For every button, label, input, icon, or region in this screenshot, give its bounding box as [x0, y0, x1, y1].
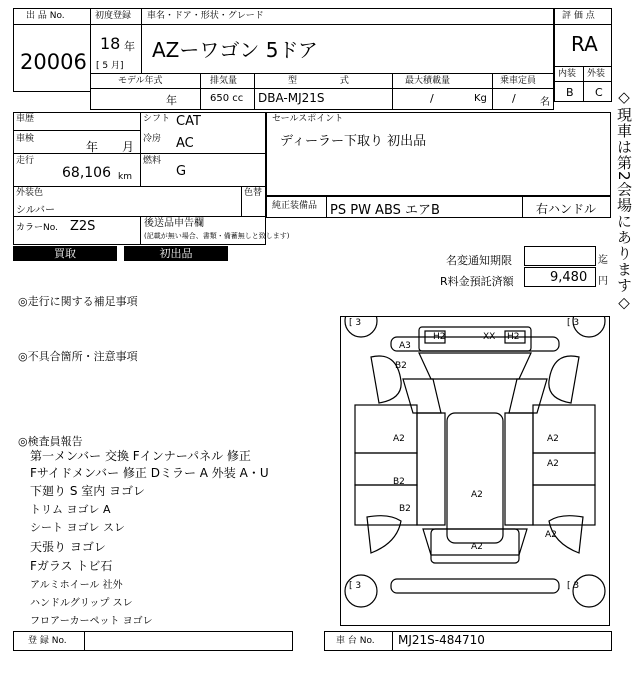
registration-number-label: 登 録 No. — [28, 636, 67, 646]
type-label: 型 式 — [288, 76, 349, 86]
capacity-label: 乗車定員 — [500, 76, 537, 86]
first-registration-label: 初度登録 — [95, 11, 132, 21]
report-line: トリム ヨゴレ A — [30, 503, 111, 516]
fuel-label: 燃料 — [143, 156, 162, 166]
equipment-value: PS PW ABS エアB — [330, 203, 440, 218]
displacement: 650 cc — [210, 93, 244, 104]
report-line: シート ヨゴレ スレ — [30, 521, 125, 534]
car-diagram-svg — [341, 317, 609, 625]
damage-mark: A2 — [471, 490, 483, 500]
tire-tread-tl: [ 3 — [349, 318, 362, 328]
first-listing-badge: 初出品 — [124, 246, 228, 261]
report-line: ハンドルグリップ スレ — [30, 598, 133, 609]
color-no: Z2S — [70, 219, 96, 234]
name-change-label: 名変通知期限 — [446, 254, 512, 267]
car-name-label: 車名・ドア・形状・グレード — [147, 11, 264, 21]
front-bumper — [391, 337, 559, 351]
damage-mark: B2 — [395, 361, 407, 371]
rear-bumper — [391, 579, 559, 593]
report-line: アルミホイール 社外 — [30, 580, 123, 591]
type-code: DBA-MJ21S — [258, 91, 325, 105]
aftermarket-label: 後送品申告欄 — [144, 218, 204, 229]
roof — [447, 413, 503, 543]
report-line: Fサイドメンバー 修正 Dミラー A 外装 A・U — [30, 466, 269, 480]
fuel-value: G — [176, 164, 187, 179]
side-notice: ◇現車は第2会場にあります◇ — [615, 88, 633, 313]
exterior-color-label: 外装色 — [16, 188, 44, 198]
mileage-unit: km — [118, 172, 132, 182]
mileage-label: 走行 — [16, 156, 35, 166]
max-load-label: 最大積載量 — [405, 76, 451, 86]
interior-label: 内装 — [558, 69, 577, 79]
damage-mark: B2 — [393, 477, 405, 487]
aftermarket-note: (記載が無い場合、書類・備蓄無しと致します) — [144, 232, 290, 240]
repaint-label: 色替 — [244, 188, 263, 198]
color-no-label: カラーNo. — [16, 223, 58, 233]
driving-remarks-label: ◎走行に関する補足事項 — [18, 295, 138, 308]
damage-mark: XX — [483, 332, 496, 342]
damage-mark: A2 — [393, 434, 405, 444]
inspection-label: 車検 — [16, 134, 35, 144]
recycle-unit: 円 — [598, 276, 608, 287]
report-line: フロアーカーペット ヨゴレ — [30, 616, 153, 627]
chassis-number-label: 車 台 No. — [336, 636, 375, 646]
tire-tread-tr: [ 3 — [567, 318, 580, 328]
defects-label: ◎不具合箇所・注意事項 — [18, 350, 138, 363]
name-change-unit: 迄 — [598, 255, 608, 266]
chassis-number: MJ21S-484710 — [398, 633, 485, 647]
damage-mark: A2 — [547, 434, 559, 444]
damage-mark: A2 — [545, 530, 557, 540]
recycle-label: R料金預託済額 — [440, 275, 514, 288]
damage-mark: A2 — [547, 459, 559, 469]
exterior-color: シルバー — [16, 205, 56, 216]
inspection-month: 月 — [122, 140, 135, 154]
inspection-year: 年 — [86, 140, 99, 154]
report-line: 第一メンバー 交換 Fインナーパネル 修正 — [30, 449, 251, 463]
equipment-label: 純正装備品 — [272, 201, 318, 211]
damage-mark: B2 — [399, 504, 411, 514]
exterior-grade: C — [595, 86, 603, 99]
shift-value: CAT — [176, 114, 201, 129]
report-line: Fガラス トビ石 — [30, 559, 113, 573]
ac-label: 冷房 — [143, 134, 162, 144]
history-label: 車歴 — [16, 114, 35, 124]
capacity-unit: 名 — [540, 97, 550, 108]
damage-mark: A3 — [399, 341, 411, 351]
left-body — [355, 405, 417, 453]
year-unit: 年 — [124, 40, 135, 53]
buy-badge: 買取 — [13, 246, 117, 261]
ac-value: AC — [176, 136, 194, 151]
right-body — [533, 405, 595, 453]
damage-mark: H2 — [507, 332, 520, 342]
capacity: / — [512, 92, 516, 105]
grade-label: 評 価 点 — [562, 11, 595, 21]
recycle-value: 9,480 — [550, 270, 588, 285]
damage-mark: A2 — [471, 542, 483, 552]
max-load-unit: Kg — [474, 93, 487, 104]
displacement-label: 排気量 — [210, 76, 238, 86]
tire-tread-bl: [ 3 — [349, 581, 362, 591]
report-line: 下廻り S 室内 ヨゴレ — [30, 484, 146, 498]
tire-tread-br: [ 3 — [567, 581, 580, 591]
damage-mark: H2 — [433, 332, 446, 342]
mileage-value: 68,106 — [62, 165, 111, 181]
lot-number-label: 出 品 No. — [26, 11, 65, 21]
report-line: 天張り ヨゴレ — [30, 540, 106, 554]
lot-number: 20006 — [20, 50, 87, 74]
hood — [419, 353, 531, 379]
car-diagram — [340, 316, 610, 626]
max-load: / — [430, 92, 434, 105]
exterior-label: 外装 — [587, 69, 606, 79]
inspector-report-label: ◎検査員報告 — [18, 435, 83, 448]
first-registration-month: [ 5 月] — [96, 61, 124, 71]
model-year-unit: 年 — [166, 94, 177, 107]
model-year-label: モデル年式 — [118, 76, 163, 86]
sales-point-label: セールスポイント — [272, 114, 344, 124]
steering-value: 右ハンドル — [536, 202, 597, 216]
grade-value: RA — [571, 32, 598, 56]
car-name: AZーワゴン 5ドア — [152, 38, 318, 62]
sales-point-text: ディーラー下取り 初出品 — [280, 134, 427, 149]
first-registration-year: 18 — [100, 34, 121, 53]
shift-label: シフト — [143, 114, 171, 124]
interior-grade: B — [566, 86, 574, 99]
name-change-box — [524, 246, 596, 266]
